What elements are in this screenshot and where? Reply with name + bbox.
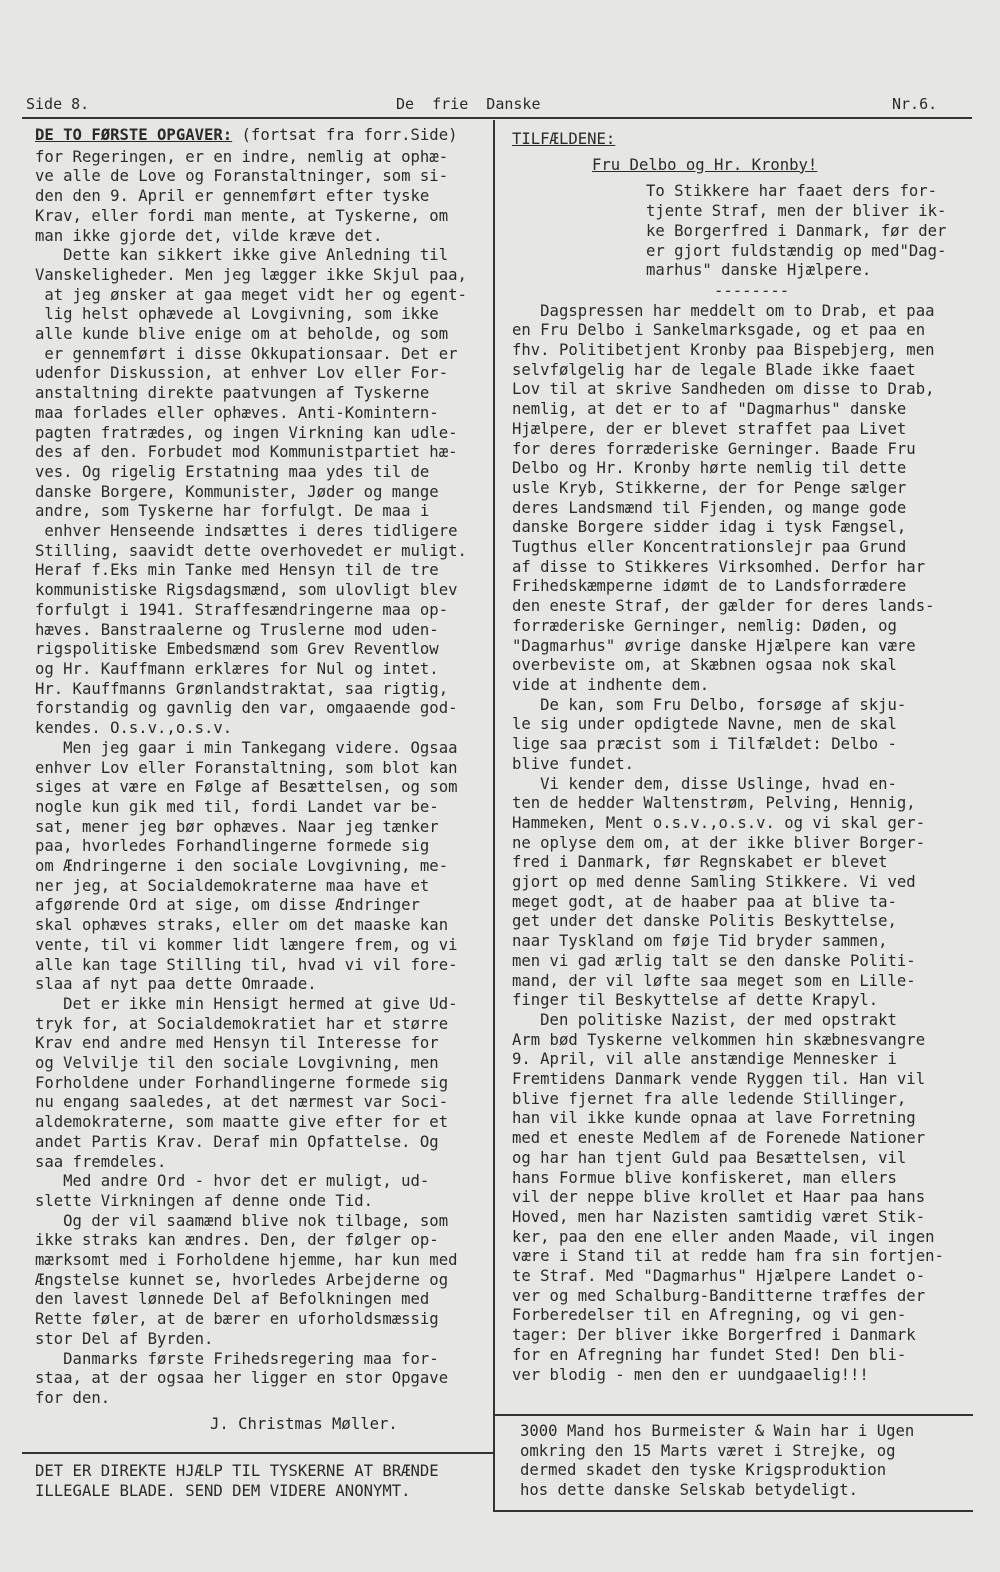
intro-line: To Stikkere har faaet ders for- bbox=[646, 182, 938, 201]
notice-line: hos dette danske Selskab betydeligt. bbox=[520, 1481, 858, 1500]
text-line: finger til Beskyttelse af dette Krapyl. bbox=[512, 991, 879, 1010]
text-line: mærksomt med i Forholdene hjemme, har kun med bbox=[35, 1251, 458, 1270]
text-line: saa fremdeles. bbox=[35, 1152, 167, 1171]
text-line: Med andre Ord - hvor det er muligt, ud- bbox=[35, 1172, 430, 1191]
intro-line: marhus" danske Hjælpere. bbox=[646, 261, 872, 280]
text-line: afgørende Ord at sige, om disse Ændringer bbox=[35, 896, 420, 915]
left-column bbox=[35, 126, 487, 1434]
text-line: slaa af nyt paa dette Omraade. bbox=[35, 975, 317, 994]
text-line: være i Stand til at redde ham fra sin fortjen- bbox=[512, 1247, 944, 1266]
text-line: meget godt, at de haaber paa at blive ta- bbox=[512, 892, 897, 911]
text-line: blive fundet. bbox=[512, 754, 635, 773]
text-line: overbeviste om, at Skæbnen ogsaa nok skal bbox=[512, 656, 897, 675]
text-line: siges at være en Følge af Besættelsen, og som bbox=[35, 778, 458, 797]
text-line: hans Formue blive konfiskeret, man ellers bbox=[512, 1168, 897, 1187]
text-line: Krav end andre med Hensyn til Interesse for bbox=[35, 1034, 439, 1053]
signature: J. Christmas Møller. bbox=[210, 1414, 398, 1433]
text-line: nu engang saaledes, at det nærmest var Soci- bbox=[35, 1093, 449, 1112]
text-line: udenfor Diskussion, at enhver Lov eller For- bbox=[35, 364, 449, 383]
text-line: Vanskeligheder. Men jeg lægger ikke Skjul paa, bbox=[35, 265, 467, 284]
right-column bbox=[512, 130, 970, 1385]
text-line: at jeg ønsker at gaa meget vidt her og egent- bbox=[35, 285, 467, 304]
text-line: for Regeringen, er en indre, nemlig at ophæ- bbox=[35, 147, 449, 166]
text-line: slette Virkningen af denne onde Tid. bbox=[35, 1191, 373, 1210]
text-line: danske Borgere, Kommunister, Jøder og mange bbox=[35, 482, 439, 501]
text-line: Hjælpere, der er blevet straffet paa Livet bbox=[512, 419, 907, 438]
text-line: 9. April, vil alle anstændige Mennesker i bbox=[512, 1050, 897, 1069]
right-footer-notice bbox=[520, 1422, 970, 1501]
notice-line: 3000 Mand hos Burmeister & Wain har i Ugen bbox=[520, 1422, 915, 1440]
intro-line: ke Borgerfred i Danmark, før der bbox=[646, 221, 947, 240]
page-number: Side 8. bbox=[26, 95, 90, 113]
text-line: Delbo og Hr. Kronby hørte nemlig til dette bbox=[512, 459, 907, 478]
text-line: lige saa præcist som i Tilfældet: Delbo - bbox=[512, 735, 897, 754]
text-line: ves. Og rigelig Erstatning maa ydes til de bbox=[35, 462, 430, 481]
text-line: Hammeken, Ment o.s.v.,o.s.v. og vi skal ger- bbox=[512, 813, 926, 832]
text-line: ne oplyse dem om, at der ikke bliver Borger- bbox=[512, 833, 926, 852]
intro-line: tjente Straf, men der bliver ik- bbox=[646, 202, 947, 221]
text-line: Ængstelse kunnet se, hvorledes Arbejderne og bbox=[35, 1270, 449, 1289]
text-line: man ikke gjorde det, vilde kræve det. bbox=[35, 226, 383, 245]
text-line: rigspolitiske Embedsmænd som Grev Reventlow bbox=[35, 640, 439, 659]
text-line: forfulgt i 1941. Straffesændringerne maa op- bbox=[35, 600, 449, 619]
text-line: af disse to Stikkeres Virksomhed. Derfor har bbox=[512, 557, 926, 576]
text-line: for en Afregning har fundet Sted! Den bli- bbox=[512, 1345, 907, 1364]
text-line: sat, mener jeg bør ophæves. Naar jeg tænker bbox=[35, 817, 439, 836]
text-line: Stilling, saavidt dette overhovedet er muligt. bbox=[35, 541, 467, 560]
column-divider bbox=[493, 120, 495, 1512]
text-line: skal ophæves straks, eller om det maaske kan bbox=[35, 916, 449, 935]
text-line: Heraf f.Eks min Tanke med Hensyn til de tre bbox=[35, 561, 439, 580]
text-line: Det er ikke min Hensigt hermed at give Ud- bbox=[35, 994, 458, 1013]
text-line: for den. bbox=[35, 1389, 111, 1407]
section-intro bbox=[512, 182, 970, 281]
text-line: forræderiske Gerninger, nemlig: Døden, og bbox=[512, 616, 897, 635]
right-bottom-rule bbox=[493, 1510, 973, 1512]
text-line: Dagspressen har meddelt om to Drab, et paa bbox=[512, 301, 935, 320]
text-line: andet Partis Krav. Deraf min Opfattelse. Og bbox=[35, 1132, 439, 1151]
issue-number: Nr.6. bbox=[892, 95, 938, 113]
text-line: og Hr. Kauffmann erklæres for Nul og intet. bbox=[35, 659, 439, 678]
text-line: Den politiske Nazist, der med opstrakt bbox=[512, 1010, 897, 1029]
text-line: ve alle de Love og Foranstaltninger, som si- bbox=[35, 167, 449, 186]
text-line: De kan, som Fru Delbo, forsøge af skju- bbox=[512, 695, 907, 714]
text-line: er gennemført i disse Okkupationsaar. Det er bbox=[35, 344, 458, 363]
text-line: Dette kan sikkert ikke give Anledning til bbox=[35, 246, 449, 265]
text-line: te Straf. Med "Dagmarhus" Hjælpere Landet o- bbox=[512, 1267, 926, 1286]
text-line: for deres forræderiske Gerninger. Baade Fru bbox=[512, 439, 916, 458]
text-line: "Dagmarhus" øvrige danske Hjælpere kan være bbox=[512, 636, 916, 655]
text-line: pagten fratrædes, og ingen Virkning kan udle- bbox=[35, 423, 458, 442]
section-heading: TILFÆLDENE: bbox=[512, 130, 616, 148]
text-line: le sig under opdigtede Navne, men de skal bbox=[512, 715, 897, 734]
text-line: alle kunde blive enige om at beholde, og som bbox=[35, 325, 449, 344]
section-subheading: Fru Delbo og Hr. Kronby! bbox=[592, 155, 818, 174]
text-line: nogle kun gik med til, fordi Landet var be- bbox=[35, 797, 439, 816]
notice-line: DET ER DIREKTE HJÆLP TIL TYSKERNE AT BRÆNDE bbox=[35, 1462, 439, 1480]
text-line: tryk for, at Socialdemokratiet har et større bbox=[35, 1014, 449, 1033]
text-line: paa, hvorledes Forhandlingerne formede sig bbox=[35, 837, 430, 856]
text-line: danske Borgere sidder idag i tysk Fængsel, bbox=[512, 518, 907, 537]
text-line: vil der neppe blive krollet et Haar paa hans bbox=[512, 1188, 926, 1207]
article-heading bbox=[35, 126, 487, 146]
text-line: Lov til at skrive Sandheden om disse to Drab, bbox=[512, 380, 935, 399]
newspaper-title: De frie Danske bbox=[396, 95, 541, 113]
text-line: Men jeg gaar i min Tankegang videre. Ogsaa bbox=[35, 738, 458, 757]
text-line: om Ændringerne i den sociale Lovgivning, me- bbox=[35, 857, 449, 876]
notice-line: ILLEGALE BLADE. SEND DEM VIDERE ANONYMT. bbox=[35, 1481, 411, 1500]
text-line: med et eneste Medlem af de Forenede Nationer bbox=[512, 1129, 926, 1148]
right-footer-rule bbox=[493, 1414, 973, 1416]
text-line: kendes. O.s.v.,o.s.v. bbox=[35, 719, 233, 738]
text-line: alle kan tage Stilling til, hvad vi vil fore- bbox=[35, 955, 458, 974]
text-line: get under det danske Politis Beskyttelse, bbox=[512, 912, 897, 931]
text-line: fred i Danmark, før Regnskabet er blevet bbox=[512, 853, 888, 872]
text-line: anstaltning direkte paatvungen af Tyskerne bbox=[35, 384, 430, 403]
notice-line: dermed skadet den tyske Krigsproduktion bbox=[520, 1461, 887, 1480]
text-line: enhver Lov eller Foranstaltning, som blot kan bbox=[35, 758, 458, 777]
text-line: fhv. Politibetjent Kronby paa Bispebjerg, men bbox=[512, 341, 935, 360]
text-line: nemlig, at det er to af "Dagmarhus" danske bbox=[512, 400, 907, 419]
text-line: gjort op med denne Samling Stikkere. Vi ved bbox=[512, 873, 916, 892]
text-line: ner jeg, at Socialdemokraterne maa have et bbox=[35, 876, 430, 895]
text-line: aldemokraterne, som maatte give efter for et bbox=[35, 1113, 449, 1132]
text-line: des af den. Forbudet mod Kommunistpartiet hæ- bbox=[35, 443, 458, 462]
text-line: maa forlades eller ophæves. Anti-Komintern- bbox=[35, 403, 439, 422]
text-line: en Fru Delbo i Sankelmarksgade, og et paa en bbox=[512, 321, 926, 340]
header-rule bbox=[22, 117, 972, 119]
text-line: den eneste Straf, der gælder for deres lands- bbox=[512, 597, 935, 616]
text-line: lig helst ophævede al Lovgivning, som ikke bbox=[35, 305, 439, 324]
text-line: Og der vil saamænd blive nok tilbage, som bbox=[35, 1211, 449, 1230]
text-line: tager: Der bliver ikke Borgerfred i Danmark bbox=[512, 1326, 916, 1345]
text-line: Tugthus eller Koncentrationslejr paa Grund bbox=[512, 538, 907, 557]
separator-line: -------- bbox=[714, 281, 790, 300]
notice-line: omkring den 15 Marts været i Strejke, og bbox=[520, 1441, 896, 1460]
text-line: blive fjernet fra alle ledende Stillinger, bbox=[512, 1089, 907, 1108]
text-line: Krav, eller fordi man mente, at Tyskerne, om bbox=[35, 206, 449, 225]
text-line: selvfølgelig har de legale Blade ikke faaet bbox=[512, 360, 916, 379]
left-footer-notice bbox=[35, 1462, 487, 1501]
text-line: naar Tyskland om føje Tid bryder sammen, bbox=[512, 932, 888, 951]
text-line: Hoved, men har Nazisten samtidig været Stik- bbox=[512, 1207, 926, 1226]
left-footer-rule bbox=[22, 1452, 495, 1454]
text-line: den lavest lønnede Del af Befolkningen med bbox=[35, 1290, 430, 1309]
text-line: stor Del af Byrden. bbox=[35, 1329, 214, 1348]
text-line: og Velvilje til den sociale Lovgivning, men bbox=[35, 1054, 439, 1073]
text-line: ten de hedder Waltenstrøm, Pelving, Hennig, bbox=[512, 794, 916, 813]
page-header bbox=[26, 93, 972, 115]
text-line: han vil ikke kunde opnaa at lave Forretning bbox=[512, 1109, 916, 1128]
text-line: Fremtidens Danmark vende Ryggen til. Han vil bbox=[512, 1070, 926, 1089]
text-line: vide at indhente dem. bbox=[512, 675, 710, 694]
text-line: Vi kender dem, disse Uslinge, hvad en- bbox=[512, 774, 897, 793]
section-body bbox=[512, 302, 970, 1386]
text-line: andre, som Tyskerne har forfulgt. De maa i bbox=[35, 502, 430, 521]
text-line: Hr. Kauffmanns Grønlandstraktat, saa rigtig, bbox=[35, 679, 449, 698]
text-line: Rette føler, at de bærer en uforholdsmæssig bbox=[35, 1310, 439, 1329]
text-line: ver blodig - men den er uundgaaelig!!! bbox=[512, 1365, 869, 1384]
text-line: Frihedskæmperne idømt de to Landsforrædere bbox=[512, 577, 907, 596]
text-line: enhver Henseende indsættes i deres tidligere bbox=[35, 522, 458, 541]
text-line: ikke straks kan ændres. Den, der følger op- bbox=[35, 1231, 439, 1250]
text-line: hæves. Banstraalerne og Truslerne mod uden- bbox=[35, 620, 439, 639]
text-line: den den 9. April er gennemført efter tyske bbox=[35, 187, 430, 206]
intro-line: er gjort fuldstændig op med"Dag- bbox=[646, 241, 947, 260]
text-line: mand, der vil løfte saa meget som en Lille- bbox=[512, 971, 916, 990]
text-line: Arm bød Tyskerne velkommen hin skæbnesvangre bbox=[512, 1030, 926, 1049]
text-line: kommunistiske Rigsdagsmænd, som ulovligt blev bbox=[35, 581, 458, 600]
text-line: forstandig og gavnlig den var, omgaaende god- bbox=[35, 699, 458, 718]
text-line: og har han tjent Guld paa Besættelsen, vil bbox=[512, 1148, 907, 1167]
article-body bbox=[35, 148, 487, 1409]
article-heading-note: (fortsat fra forr.Side) bbox=[232, 126, 458, 144]
text-line: men vi gad ærlig talt se den danske Politi- bbox=[512, 951, 916, 970]
text-line: ker, paa den ene eller anden Maade, vil ingen bbox=[512, 1227, 935, 1246]
text-line: Forholdene under Forhandlingerne formede sig bbox=[35, 1073, 449, 1092]
text-line: ver og med Schalburg-Banditterne træffes der bbox=[512, 1286, 926, 1305]
text-line: deres Landsmænd til Fjenden, og mange gode bbox=[512, 498, 907, 517]
text-line: Forberedelser til en Afregning, og vi gen- bbox=[512, 1306, 907, 1325]
text-line: usle Kryb, Stikkerne, der for Penge sælger bbox=[512, 478, 907, 497]
text-line: vente, til vi kommer lidt længere frem, og vi bbox=[35, 935, 458, 954]
text-line: staa, at der ogsaa her ligger en stor Opgave bbox=[35, 1369, 449, 1388]
text-line: Danmarks første Frihedsregering maa for- bbox=[35, 1349, 439, 1368]
article-heading-title: DE TO FØRSTE OPGAVER: bbox=[35, 126, 233, 144]
